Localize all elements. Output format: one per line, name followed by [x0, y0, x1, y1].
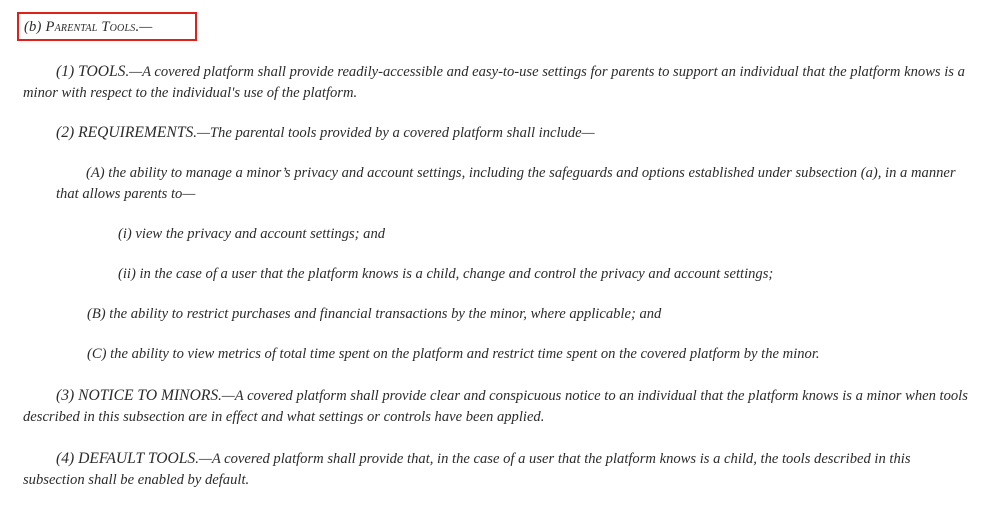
paragraph-2-text: .—The parental tools provided by a covered platform shall include— [193, 125, 595, 141]
paragraph-1-lead: (1) TOOLS [56, 63, 126, 80]
paragraph-2a-text: (A) the ability to manage a minor’s privacy and account settings, including the safeguards and options established under subsection (a), in a manner that allows parents to— [56, 165, 956, 202]
paragraph-2a-i-text: (i) view the privacy and account settings; and [118, 226, 386, 242]
paragraph-2a-i [118, 224, 978, 245]
paragraph-2-lead: (2) REQUIREMENTS [56, 124, 194, 141]
heading-title: Parental Tools [45, 19, 136, 35]
paragraph-2b-text: (B) the ability to restrict purchases and financial transactions by the minor, where applicable; and [87, 306, 662, 322]
paragraph-2a-ii [118, 264, 978, 285]
paragraph-1-tools [23, 61, 973, 104]
heading-prefix: (b) [24, 19, 46, 35]
section-heading [24, 17, 152, 38]
paragraph-2c [87, 344, 977, 365]
heading-dash: .— [135, 19, 153, 35]
paragraph-3-text: .—A covered platform shall provide clear and conspicuous notice to an individual that the platform knows is a minor when tools described in this subsection are in effect and what settings or controls have been applied. [23, 388, 968, 425]
paragraph-4-text: .—A covered platform shall provide that, in the case of a user that the platform knows is a child, the tools described in this subsection shall be enabled by default. [23, 451, 911, 488]
paragraph-2-requirements [56, 122, 976, 144]
paragraph-2a-ii-text: (ii) in the case of a user that the platform knows is a child, change and control the privacy and account settings; [118, 266, 774, 282]
paragraph-4-lead: (4) DEFAULT TOOLS [56, 450, 196, 467]
paragraph-2b [87, 304, 977, 325]
paragraph-3-notice [23, 385, 988, 428]
paragraph-4-default [23, 448, 968, 491]
paragraph-3-lead: (3) NOTICE TO MINORS [56, 387, 219, 404]
paragraph-2c-text: (C) the ability to view metrics of total time spent on the platform and restrict time spent on the covered platform by the minor. [87, 346, 820, 362]
paragraph-2a [56, 163, 976, 205]
paragraph-1-text: .—A covered platform shall provide readily-accessible and easy-to-use settings for parents to support an individual that the platform knows is a minor with respect to the individual's use of the platform. [23, 64, 965, 101]
